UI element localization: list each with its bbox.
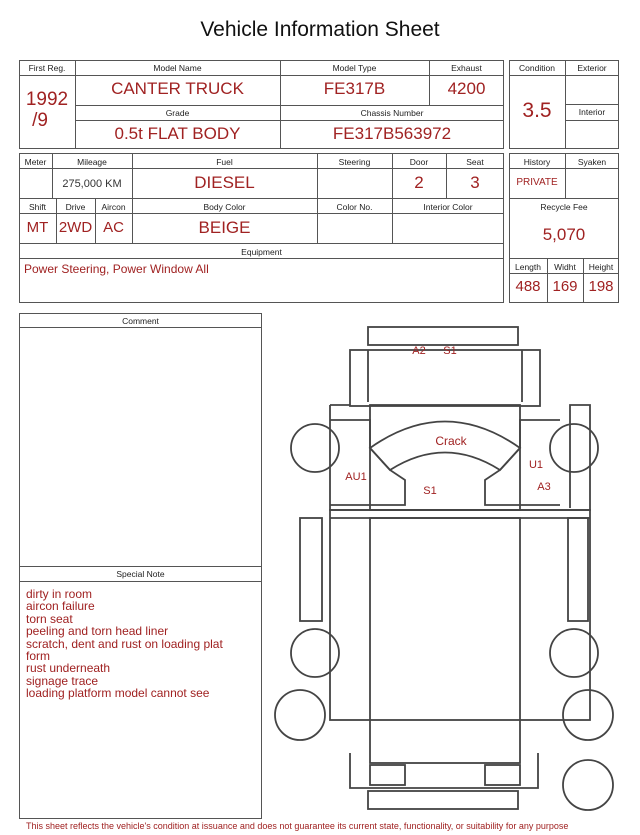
left-side-rail (300, 518, 322, 621)
list-item: scratch, dent and rust on loading plat (26, 636, 223, 651)
equipment-label: Equipment (241, 247, 282, 257)
body-color-value: BEIGE (198, 218, 251, 237)
model-type-value: FE317B (323, 79, 386, 98)
mileage-label: Mileage (77, 157, 107, 167)
exhaust-value: 4200 (447, 79, 486, 98)
grade-value: 0.5t FLAT BODY (114, 124, 241, 143)
seat-label: Seat (466, 157, 484, 167)
front-left-wheel (291, 424, 339, 472)
first-reg-month: /9 (32, 110, 48, 131)
comment-label: Comment (122, 316, 159, 326)
front-bumper (368, 327, 518, 345)
rear-bumper (368, 791, 518, 809)
rear-left-wheel-outer (275, 690, 325, 740)
model-type-label: Model Type (332, 63, 377, 73)
list-item: rust underneath (26, 661, 111, 676)
special-notes-list (26, 588, 258, 700)
height-value: 198 (588, 278, 614, 295)
door-value: 2 (414, 173, 424, 192)
syaken-label: Syaken (577, 157, 607, 167)
cab-front-panel (350, 350, 540, 406)
interior-color-label: Interior Color (423, 202, 473, 212)
rear-left-wheel-inner (291, 629, 339, 677)
door-label: Door (409, 157, 429, 167)
mileage-value: 275,000 KM (62, 178, 122, 190)
list-item: signage trace (26, 673, 99, 688)
recycle-fee-value: 5,070 (542, 225, 586, 244)
truck-diagram (270, 320, 630, 815)
first-reg-year: 1992 (25, 89, 69, 110)
bed-inner (370, 518, 520, 763)
fuel-label: Fuel (216, 157, 233, 167)
model-name-label: Model Name (153, 63, 202, 73)
seat-value: 3 (470, 173, 480, 192)
width-value: 169 (552, 278, 578, 295)
mark-a3: A3 (537, 481, 551, 493)
width-label: Widht (554, 262, 576, 272)
list-item: aircon failure (26, 599, 95, 614)
mark-a2: A2 (412, 345, 426, 357)
rear-left-light (370, 765, 405, 785)
list-item: dirty in room (26, 587, 93, 601)
history-label: History (523, 157, 551, 167)
body-color-label: Body Color (203, 202, 246, 212)
rear-right-light (485, 765, 520, 785)
model-name-value: CANTER TRUCK (111, 79, 244, 98)
rear-frame (350, 753, 538, 788)
drive-label: Drive (65, 202, 86, 212)
list-item: peeling and torn head liner (26, 624, 169, 639)
mark-u1: U1 (528, 459, 544, 471)
condition-label: Condition (519, 63, 555, 73)
spare-wheel (563, 760, 613, 810)
disclaimer-footer: This sheet reflects the vehicle's condition at issuance and does not guarantee its current state, functionality, or suitability for any purpose (26, 821, 569, 831)
special-note-label: Special Note (116, 569, 165, 579)
first-reg-label: First Reg. (28, 63, 66, 73)
page-title: Vehicle Information Sheet (200, 18, 440, 41)
aircon-value: AC (103, 219, 124, 236)
shift-label: Shift (28, 202, 46, 212)
mark-s1-top: S1 (443, 345, 457, 357)
right-side-rail (568, 518, 588, 621)
equipment-value: Power Steering, Power Window All (24, 262, 209, 276)
list-item: form (26, 649, 50, 664)
grade-label: Grade (165, 108, 190, 118)
interior-label: Interior (578, 107, 606, 117)
steering-label: Steering (338, 157, 371, 167)
mark-s1-mid: S1 (423, 485, 437, 497)
cargo-bed (330, 510, 590, 720)
exhaust-label: Exhaust (451, 63, 482, 73)
left-door (330, 420, 405, 505)
condition-score: 3.5 (522, 99, 552, 122)
shift-value: MT (26, 219, 49, 236)
aircon-label: Aircon (101, 202, 126, 212)
color-no-label: Color No. (336, 202, 373, 212)
chassis-number-value: FE317B563972 (332, 124, 452, 143)
exterior-label: Exterior (577, 63, 607, 73)
drive-value: 2WD (58, 219, 93, 236)
length-value: 488 (515, 278, 541, 295)
chassis-number-label: Chassis Number (360, 108, 424, 118)
mark-crack: Crack (435, 434, 467, 448)
length-label: Length (515, 262, 541, 272)
mark-au1: AU1 (345, 471, 367, 483)
rear-right-wheel-outer (563, 690, 613, 740)
recycle-fee-label: Recycle Fee (540, 202, 588, 212)
fuel-value: DIESEL (194, 173, 255, 192)
list-item: torn seat (26, 611, 73, 626)
meter-label: Meter (24, 157, 47, 167)
list-item: loading platform model cannot see (26, 686, 210, 701)
history-value: PRIVATE (516, 177, 558, 188)
height-label: Height (588, 262, 614, 272)
